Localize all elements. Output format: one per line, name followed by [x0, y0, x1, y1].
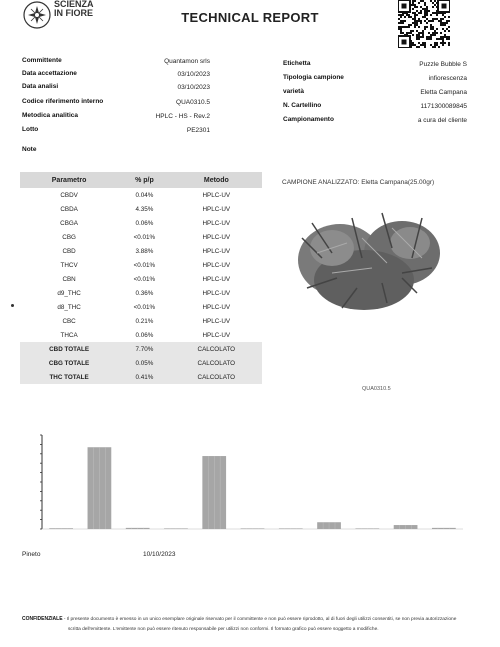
table-row — [20, 202, 262, 216]
meta-left-value: PE2301 — [186, 127, 210, 134]
chart-svg — [18, 427, 478, 535]
cell-metodo: HPLC-UV — [202, 317, 231, 325]
total-label: THC TOTALE — [20, 370, 118, 384]
footer-place: Pineto — [22, 551, 41, 558]
cell-parametro: CBC — [62, 317, 76, 325]
logo-text — [54, 0, 94, 18]
cell-metodo: HPLC-UV — [202, 247, 231, 255]
page-title: TECHNICAL REPORT — [181, 10, 319, 25]
meta-right-label: Campionamento — [283, 116, 334, 123]
table-row — [20, 286, 262, 300]
sample-caption: CAMPIONE ANALIZZATO: Eletta Campana(25.00gr) — [282, 179, 435, 186]
cell-percent: <0.01% — [133, 233, 156, 241]
header-metodo: Metodo — [171, 172, 262, 188]
table-header-row — [20, 172, 262, 188]
bar-chart — [18, 427, 478, 535]
meta-right-label: N. Cartellino — [283, 102, 322, 109]
scan-dot — [11, 304, 14, 307]
total-percent: 0.41% — [118, 370, 170, 384]
cell-metodo: HPLC-UV — [202, 219, 231, 227]
meta-left-label: Note — [22, 146, 37, 153]
parameter-table — [20, 172, 262, 384]
cell-metodo: HPLC-UV — [202, 275, 231, 283]
sample-photo — [292, 198, 444, 330]
total-percent: 7.70% — [118, 342, 170, 356]
meta-left-value: 03/10/2023 — [177, 84, 210, 91]
cell-metodo: HPLC-UV — [202, 331, 231, 339]
logo-line-1: SCIENZA — [54, 0, 94, 9]
meta-left-value: HPLC - HS - Rev.2 — [155, 113, 210, 120]
table-row — [20, 188, 262, 202]
meta-right-label: Etichetta — [283, 60, 311, 67]
meta-left-label: Data accettazione — [22, 70, 77, 77]
logo — [22, 0, 108, 32]
cell-percent: 0.06% — [135, 219, 154, 227]
header-percent: % p/p — [118, 172, 170, 188]
total-percent: 0.05% — [118, 356, 170, 370]
meta-right-value: 1171300089845 — [420, 103, 467, 110]
meta-left-label: Metodica analitica — [22, 112, 78, 119]
cell-percent: <0.01% — [133, 275, 156, 283]
meta-left-label: Committente — [22, 57, 62, 64]
flower-logo-icon — [22, 0, 52, 30]
meta-left-value: QUA0310.5 — [176, 99, 210, 106]
cell-percent: 0.06% — [135, 331, 154, 339]
cell-parametro: d8_THC — [57, 303, 81, 311]
table-row — [20, 258, 262, 272]
cell-percent: <0.01% — [133, 303, 156, 311]
sample-code: QUA0310.5 — [362, 386, 391, 392]
cell-metodo: HPLC-UV — [202, 289, 231, 297]
logo-line-2: IN FIORE — [54, 8, 94, 18]
cell-parametro: CBG — [62, 233, 76, 241]
total-row — [20, 342, 262, 356]
cell-parametro: d9_THC — [57, 289, 81, 297]
meta-right-value: infiorescenza — [428, 75, 467, 82]
meta-right-value: Puzzle Bubble S — [419, 61, 467, 68]
total-label: CBG TOTALE — [20, 356, 118, 370]
table-row — [20, 272, 262, 286]
cell-parametro: THCV — [60, 261, 78, 269]
cell-parametro: CBDA — [60, 205, 78, 213]
total-row — [20, 356, 262, 370]
cell-percent: <0.01% — [133, 261, 156, 269]
meta-left-label: Codice riferimento interno — [22, 98, 104, 105]
meta-left-label: Lotto — [22, 126, 39, 133]
cell-metodo: HPLC-UV — [202, 261, 231, 269]
table-row — [20, 328, 262, 342]
cell-percent: 4.35% — [135, 205, 154, 213]
footer-date: 10/10/2023 — [143, 551, 176, 558]
total-row — [20, 370, 262, 384]
disclaimer — [22, 614, 472, 625]
cell-percent: 0.21% — [135, 317, 154, 325]
disclaimer-title: CONFIDENZIALE — [22, 616, 63, 622]
meta-right-value: a cura del cliente — [417, 117, 467, 124]
cell-parametro: CBN — [62, 275, 76, 283]
table-row — [20, 300, 262, 314]
table-row — [20, 216, 262, 230]
cell-parametro: CBD — [62, 247, 76, 255]
cell-parametro: CBGA — [60, 219, 79, 227]
table-row — [20, 230, 262, 244]
disclaimer-text-2: scritta dell'emittente. L'emittente non può essere ritenuto responsabile per utilizzi non conformi. Il formato grafico può essere soggetto a modifiche. — [68, 627, 379, 632]
total-label: CBD TOTALE — [20, 342, 118, 356]
meta-right-value: Eletta Campana — [420, 89, 467, 96]
total-metodo: CALCOLATO — [171, 370, 262, 384]
cell-metodo: HPLC-UV — [202, 191, 231, 199]
cell-percent: 0.36% — [135, 289, 154, 297]
cell-metodo: HPLC-UV — [202, 233, 231, 241]
header-parametro: Parametro — [20, 172, 118, 188]
cell-percent: 0.04% — [135, 191, 154, 199]
table-row — [20, 314, 262, 328]
meta-left-value: 03/10/2023 — [177, 71, 210, 78]
cell-percent: 3.88% — [135, 247, 154, 255]
cell-metodo: HPLC-UV — [202, 205, 231, 213]
qr-code-icon — [398, 0, 450, 48]
cell-parametro: CBDV — [60, 191, 78, 199]
meta-left-label: Data analisi — [22, 83, 59, 90]
cell-metodo: HPLC-UV — [202, 303, 231, 311]
cell-parametro: THCA — [60, 331, 78, 339]
meta-left-value: Quantamon srls — [164, 58, 210, 65]
total-metodo: CALCOLATO — [171, 356, 262, 370]
disclaimer-text: - Il presente documento è emesso in un unico esemplare originale riservato per il committente e non può essere riprodotto, al di fuori degli utilizzi consentiti, se non previa autorizzazione — [62, 617, 457, 622]
total-metodo: CALCOLATO — [171, 342, 262, 356]
table-row — [20, 244, 262, 258]
meta-right-label: Tipologia campione — [283, 74, 344, 81]
meta-right-label: varietà — [283, 88, 304, 95]
